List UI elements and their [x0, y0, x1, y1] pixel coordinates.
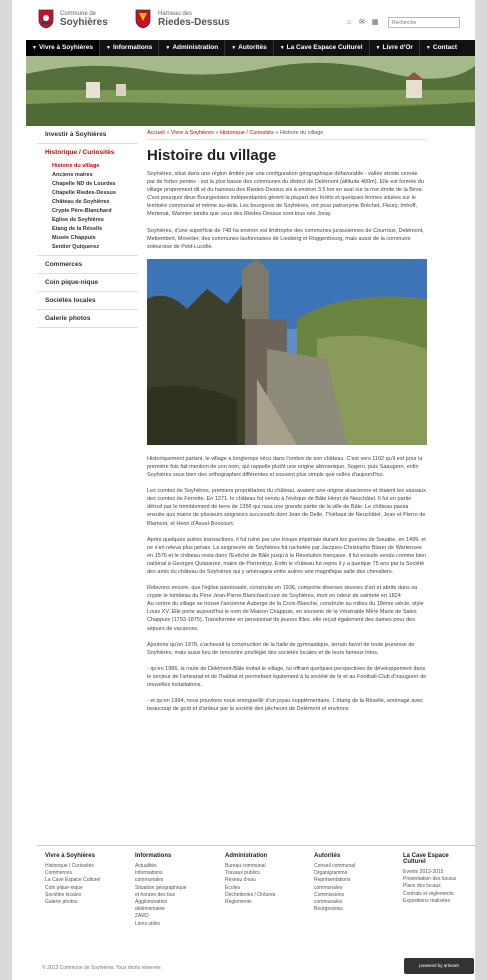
footer-link[interactable]: Galerie photos	[45, 899, 78, 906]
footer-link[interactable]: Liens utiles	[135, 920, 161, 927]
paragraph: - qu'en 1986, la route de Delémont-Bâle évitait le village, lui offrant quelques perspectives de développement dans le secteur de l'artisanat et de l'habitat et permettant également à la société de tir et au Football-Club d'inaugurer de nouvelles installations.	[147, 665, 427, 688]
brand-riedes-big: Riedes-Dessus	[158, 17, 230, 28]
paragraph: Soyhières, situé dans une région limitée par une configuration géographique défavorable - vallée étroite cernée par de fortes pentes - est la plus basse des communes du district de Delémont (altitude 400m). Elle est formée du village proprement dit et du hameau des Riedes-Dessus sis à environ 3.5 km en aval sur la rive droite de la Birse. C'est pourquoi deux Bourgeoisies indépendantes gèrent la plupart des forêts et quelques fermes situées sur le territoire communal et même au-delà. Les bourgeois de Soyhières, ont pour patronyme Bréchet, Fleury, Imhoff, Mertenat, Wannier tandis que ceux des Riedes-Dessus sont tous nés Joray.	[147, 171, 424, 218]
sidebar-subitem-chateau[interactable]: Château de Soyhières	[52, 198, 110, 205]
copyright: © 2013 Commune de Soyhières. Tous droits réservés	[42, 965, 161, 971]
footer-link[interactable]: Présentation des locaux	[403, 876, 457, 883]
paragraph: Au centre du village se trouve l'ancienne Auberge de la Croix-Blanche, construite au milieu du 18ème siècle, style Louis XV. Elle porte aujourd'hui le nom de Maison Chappuis, en souvenir de la Vénérable Mère Marie de Sales Chappuis (1793-1875). Transformée en pensionnat de jeunes filles, elle reçoit également des dames pour des séjours de vacances.	[147, 601, 424, 632]
footer-link[interactable]: Contrats et règlements	[403, 890, 454, 897]
footer-link[interactable]: Sociétés locales	[45, 891, 82, 898]
footer-link[interactable]: Situation géographique	[135, 884, 187, 891]
footer-link[interactable]: Actualités	[135, 863, 157, 869]
nav-cave[interactable]	[274, 40, 370, 56]
brand-soyhieres[interactable]	[60, 11, 108, 28]
footer-col-title[interactable]: La Cave Espace Culturel	[403, 853, 449, 865]
chevron-down-icon: ▼	[231, 45, 237, 51]
paragraph: Les comtes de Soyhières, premiers propriétaires du château, avaient une origine alsacienne et étaient les vassaux des comtes de Ferrette. En 1271, le château fut vendu à l'évêque de Bâle Henri de Neuchâtel. Il fut en partie détruit par le tremblement de terre de 1356 qui rasa une grande partie de la ville de Bâle. Le château passa ensuite aux mains de plusieurs seigneurs successifs dont Jean de Delle, Thiébaut de Neuchâtel, Jean et Pierre de Blamont, et Henri d'Asuel-Boncourt.	[147, 488, 426, 527]
chevron-down-icon: ▼	[375, 45, 381, 51]
footer-link[interactable]: Déchetteries / Ordures	[225, 891, 276, 898]
nav-vivre[interactable]	[26, 40, 100, 56]
brand-soyhieres-small: Commune de	[60, 11, 97, 17]
sidebar-subitem-chapelle-riedes[interactable]: Chapelle Riedes-Dessus	[52, 189, 116, 196]
brand-riedes[interactable]	[158, 11, 230, 28]
breadcrumb-sep: »	[275, 130, 279, 136]
paragraph: Après quelques autres transactions, il fut ruiné par une troupe impériale durant les guerres de Souabe, en 1499, et ne s'en releva plus jamais. La seigneurie de Soyhières fut rachetée par Jacques-Christophe Blarer de Wartensee en 1576 et le château resta dans l'Evêché de Bâle jusqu'à la Révolution française. Il fut ensuite vendu comme bien national à Georges Quiquerez, maire de Porrentruy. Enfin le château fut repris il y a quelque 75 ans par la Société des amis du château de Soyhières qui y aménagea entre autres une magnifique salle des chevaliers.	[147, 536, 427, 575]
paragraph: Relevons encore, que l'église paroissiale, construite en 1936, comporte diverses œuvres d'art et abrite dans sa crypte le tombeau du Père Jean-Pierre Blanchard curé de Soyhières, mort en odeur de sainteté en 1824	[147, 585, 418, 600]
footer-col-cave	[403, 853, 473, 905]
mail-icon[interactable]: ✉	[359, 19, 365, 26]
riedes-crest-icon[interactable]	[135, 9, 151, 29]
footer-col-informations	[135, 853, 215, 928]
sidebar-subitem-histoire[interactable]: Histoire du village	[52, 162, 100, 169]
chevron-down-icon: ▼	[425, 45, 431, 51]
footer-link[interactable]: Coin pique-nique	[45, 884, 83, 891]
nav-autorites-label: Autorités	[238, 44, 267, 51]
sidebar-subitem-chapelle-nd[interactable]: Chapelle ND de Lourdes	[52, 180, 116, 187]
footer-link[interactable]: Règlements	[225, 899, 252, 906]
footer-link[interactable]: Représentations	[314, 877, 351, 884]
nav-livre-dor[interactable]	[370, 40, 420, 56]
sidebar-subitem-sentier[interactable]: Sentier Quiquerez	[52, 243, 100, 250]
footer	[37, 845, 475, 963]
footer-link[interactable]: Conseil communal	[314, 863, 356, 869]
footer-col-title[interactable]: Vivre à Soyhières	[45, 853, 95, 859]
footer-link[interactable]: Plans des locaux	[403, 883, 441, 890]
sidebar-subitem-eglise[interactable]: Eglise de Soyhières	[52, 216, 104, 223]
footer-link[interactable]: Agglomération	[135, 899, 168, 906]
paragraph: Historiquement parlant, le village a longtemps vécu dans l'ombre de son château. C'est vers 1102 qu'il est pour la première fois fait mention de son nom, qui rappelle plutôt une origine alémanique. Sogern, puis Saaugern, enfin Soyhières sous bien des orthographes différentes et souvent plus simple que celles d'aujourd'hui.	[147, 455, 423, 479]
footer-col-vivre	[45, 853, 125, 906]
header	[12, 0, 475, 40]
footer-link[interactable]: Commissions	[314, 891, 345, 898]
footer-col-title[interactable]: Informations	[135, 853, 172, 859]
hero-banner-image	[26, 56, 475, 126]
footer-link[interactable]: communales	[314, 884, 343, 891]
sidebar-subitem-etang[interactable]: Etang de la Réselle	[52, 225, 103, 232]
paragraph: - et qu'en 1994, nous pouvions nous enorgueillir d'un joyau supplémentaire. L'étang de la Réselle, aménagé avec beaucoup de goût et d'ardeur par la société des pêcheurs de Delémont et environs	[147, 698, 423, 713]
breadcrumb-current: Histoire du village	[279, 130, 324, 136]
breadcrumb-vivre[interactable]: Vivre à Soyhières	[170, 130, 214, 136]
powered-by-badge[interactable]: powered by artionet	[404, 958, 474, 974]
footer-col-autorites	[314, 853, 394, 913]
brand-soyhieres-big: Soyhières	[60, 17, 108, 28]
sidebar-subitem-musee[interactable]: Musée Chappuis	[52, 234, 96, 241]
sidebar-item-galerie[interactable]: Galerie photos	[45, 315, 91, 322]
chevron-down-icon: ▼	[106, 45, 111, 51]
nav-vivre-label: Vivre à Soyhières	[38, 44, 94, 51]
footer-link[interactable]: Historique / Curiosités	[45, 863, 94, 869]
main-content	[147, 126, 427, 721]
main-nav	[26, 40, 475, 56]
sidebar-item-investir[interactable]: Investir à Soyhières	[45, 131, 107, 138]
page-title: Histoire du village	[147, 147, 277, 164]
footer-link[interactable]: Expositions réalisées	[403, 897, 450, 904]
nav-informations-label: Informations	[113, 44, 153, 51]
chevron-down-icon: ▼	[279, 45, 285, 51]
footer-col-administration	[225, 853, 305, 906]
nav-informations[interactable]	[100, 40, 159, 56]
sidebar-submenu	[37, 161, 138, 255]
breadcrumb-home[interactable]: Accueil	[147, 130, 165, 136]
nav-contact-label: Contact	[432, 44, 458, 51]
breadcrumb-sep: »	[215, 130, 219, 136]
nav-administration-label: Administration	[172, 44, 219, 51]
footer-link[interactable]: Bourgeoisies	[314, 906, 343, 913]
footer-link[interactable]: communales	[314, 899, 343, 906]
nav-administration[interactable]	[159, 40, 225, 56]
footer-link[interactable]: Commerces	[45, 870, 72, 877]
brand-riedes-small: Hameau des	[158, 11, 193, 17]
nav-livre-dor-label: Livre d'Or	[382, 44, 413, 51]
chevron-down-icon: ▼	[32, 45, 37, 51]
footer-col-title[interactable]: Autorités	[314, 853, 341, 859]
nav-cave-label: La Cave Espace Culturel	[286, 44, 363, 51]
footer-link[interactable]: Organigramme	[314, 870, 348, 877]
sidebar	[37, 126, 138, 328]
footer-link[interactable]: Ecoles	[225, 884, 241, 891]
nav-contact[interactable]	[420, 40, 463, 56]
sitemap-icon[interactable]: ▦	[371, 19, 379, 26]
footer-link[interactable]: Events 2013-2015	[403, 869, 444, 875]
paragraph: Soyhières, d'une superficie de 748 ha environ est limitrophe des communes jurassiennes de Courroux, Delémont, Mettembert, Movelier, des communes laufonnaises de Liesberg et Roggenbourg, mais aussi de la commune soleuroise de Petit-Lucelle.	[147, 227, 424, 250]
sidebar-item-societes[interactable]: Sociétés locales	[45, 297, 96, 304]
nav-autorites[interactable]	[225, 40, 273, 56]
sidebar-item-historique[interactable]: Historique / Curiosités	[45, 149, 115, 156]
footer-col-title[interactable]: Administration	[225, 853, 268, 859]
footer-link[interactable]: Bureau communal	[225, 863, 266, 869]
footer-link[interactable]: La Cave Espace Culturel	[45, 877, 101, 884]
sidebar-subitem-crypte[interactable]: Crypte Père-Blanchard	[52, 207, 112, 214]
sidebar-item-coin-pique-nique[interactable]: Coin pique-nique	[45, 279, 99, 286]
breadcrumb-sep: »	[166, 130, 170, 136]
footer-link[interactable]: ZARD	[135, 913, 149, 920]
sidebar-item-commerces[interactable]: Commerces	[45, 261, 83, 268]
footer-link[interactable]: communales	[135, 877, 164, 884]
home-icon[interactable]: ⌂	[346, 19, 352, 26]
footer-link[interactable]: Informations	[135, 870, 163, 877]
footer-link[interactable]: et horaire des bus	[135, 891, 176, 898]
footer-link[interactable]: delémontaine	[135, 906, 166, 913]
paragraph: Ajoutons qu'en 1978, s'achevait la construction de la halle de gymnastique, terrain favori de toute jeunesse de Soyhières, mais aussi lieu de rencontre privilégié des sociétés locales et de leurs fameux lotos.	[147, 641, 415, 656]
castle-photo	[147, 259, 427, 445]
breadcrumb	[147, 130, 427, 140]
page	[12, 0, 475, 980]
footer-link[interactable]: Travaux publics	[225, 870, 260, 877]
footer-link[interactable]: Réseau d'eau	[225, 877, 256, 884]
sidebar-subitem-anciens-maires[interactable]: Anciens maires	[52, 171, 93, 178]
chevron-down-icon: ▼	[165, 45, 171, 51]
soyhieres-crest-icon[interactable]	[38, 9, 54, 29]
breadcrumb-historique[interactable]: Historique / Curiosités	[220, 130, 274, 136]
search-input[interactable]	[388, 17, 460, 28]
